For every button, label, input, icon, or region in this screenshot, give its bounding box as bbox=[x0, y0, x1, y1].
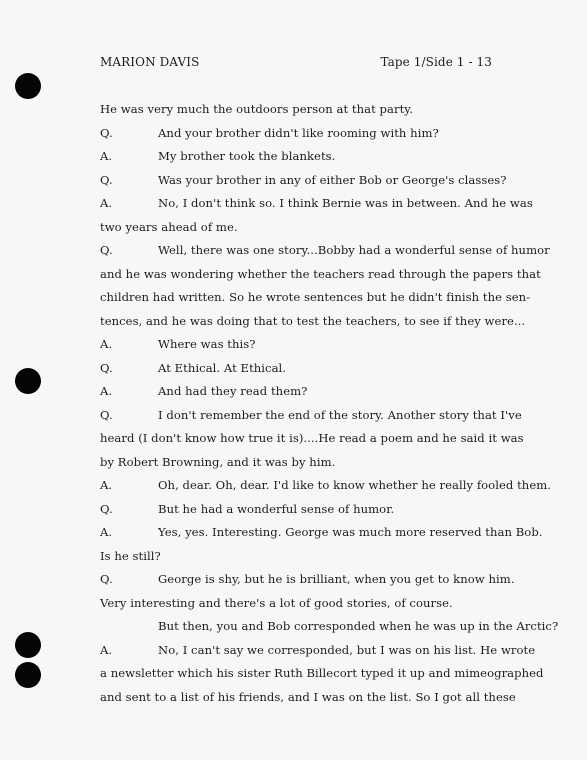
tape-page-reference: Tape 1/Side 1 - 13 bbox=[380, 55, 492, 69]
binder-hole bbox=[15, 368, 41, 394]
transcript-text: And had they read them? bbox=[158, 384, 308, 398]
speaker-label: A. bbox=[100, 149, 113, 163]
transcript-text: George is shy, but he is brilliant, when you get to know him. bbox=[158, 572, 515, 586]
transcript-line bbox=[100, 169, 550, 193]
speaker-label: Q. bbox=[100, 501, 113, 516]
interviewee-name: MARION DAVIS bbox=[100, 55, 200, 69]
transcript-text: children had written. So he wrote sentences but he didn't finish the sen- bbox=[100, 290, 531, 304]
transcript-text: Is he still? bbox=[100, 548, 161, 563]
transcript-text: But he had a wonderful sense of humor. bbox=[158, 501, 395, 516]
transcript-text: My brother took the blankets. bbox=[158, 149, 336, 163]
speaker-label: A. bbox=[100, 384, 113, 398]
transcript-text: and he was wondering whether the teachers read through the papers that bbox=[100, 266, 541, 281]
speaker-label: Q. bbox=[100, 243, 113, 257]
transcript-line bbox=[100, 263, 550, 287]
transcript-line bbox=[100, 686, 550, 710]
speaker-label: A. bbox=[100, 525, 113, 539]
binder-hole bbox=[15, 73, 41, 99]
speaker-label: Q. bbox=[100, 172, 113, 187]
transcript-text: heard (I don't know how true it is)....He read a poem and he said it was bbox=[100, 431, 524, 445]
transcript-line bbox=[100, 122, 550, 146]
transcript-line bbox=[100, 451, 550, 475]
transcript-text: Very interesting and there's a lot of good stories, of course. bbox=[100, 595, 453, 610]
transcript-line bbox=[100, 98, 550, 122]
transcript-line bbox=[100, 592, 550, 616]
speaker-label: Q. bbox=[100, 360, 113, 375]
speaker-label: Q. bbox=[100, 407, 113, 422]
transcript-text: Well, there was one story...Bobby had a wonderful sense of humor bbox=[158, 243, 550, 257]
transcript-text: No, I can't say we corresponded, but I was on his list. He wrote bbox=[158, 642, 536, 657]
transcript-text: And your brother didn't like rooming with him? bbox=[158, 125, 439, 140]
speaker-label: A. bbox=[100, 337, 113, 351]
transcript-line bbox=[100, 216, 550, 240]
transcript-line bbox=[100, 333, 550, 357]
transcript-text: by Robert Browning, and it was by him. bbox=[100, 454, 336, 469]
transcript-text: No, I don't think so. I think Bernie was in between. And he was bbox=[158, 196, 533, 210]
transcript-line bbox=[100, 192, 550, 216]
speaker-label: Q. bbox=[100, 125, 113, 140]
transcript-line bbox=[100, 239, 550, 263]
speaker-label: A. bbox=[100, 196, 113, 210]
transcript-line bbox=[100, 545, 550, 569]
transcript-text: tences, and he was doing that to test the teachers, to see if they were... bbox=[100, 313, 526, 328]
transcript-line bbox=[100, 474, 550, 498]
transcript-line bbox=[100, 404, 550, 428]
transcript-text: a newsletter which his sister Ruth Billecort typed it up and mimeographed bbox=[100, 666, 544, 680]
transcript-text: Yes, yes. Interesting. George was much more reserved than Bob. bbox=[158, 525, 543, 539]
binder-hole bbox=[15, 662, 41, 688]
transcript-line bbox=[100, 662, 550, 686]
transcript-line bbox=[100, 357, 550, 381]
binder-hole bbox=[15, 632, 41, 658]
speaker-label: A. bbox=[100, 478, 113, 492]
transcript-text: two years ahead of me. bbox=[100, 219, 238, 234]
transcript-line bbox=[100, 498, 550, 522]
transcript-line bbox=[100, 310, 550, 334]
transcript-text: He was very much the outdoors person at that party. bbox=[100, 102, 414, 116]
transcript-body bbox=[100, 98, 559, 709]
transcript-text: Oh, dear. Oh, dear. I'd like to know whether he really fooled them. bbox=[158, 478, 552, 492]
transcript-line bbox=[100, 521, 550, 545]
transcript-text: Where was this? bbox=[158, 337, 256, 351]
transcript-text: But then, you and Bob corresponded when he was up in the Arctic? bbox=[158, 619, 559, 633]
transcript-line bbox=[100, 639, 550, 663]
transcript-line bbox=[100, 286, 550, 310]
speaker-label: A. bbox=[100, 642, 113, 657]
transcript-text: Was your brother in any of either Bob or George's classes? bbox=[158, 172, 507, 187]
transcript-line bbox=[100, 615, 559, 639]
transcript-line bbox=[100, 427, 550, 451]
transcript-text: and sent to a list of his friends, and I was on the list. So I got all these bbox=[100, 689, 516, 704]
transcript-line bbox=[100, 568, 550, 592]
transcript-line bbox=[100, 145, 550, 169]
transcript-text: At Ethical. At Ethical. bbox=[158, 360, 287, 375]
transcript-text: I don't remember the end of the story. Another story that I've bbox=[158, 407, 522, 422]
transcript-line bbox=[100, 380, 550, 404]
speaker-label: Q. bbox=[100, 572, 113, 586]
